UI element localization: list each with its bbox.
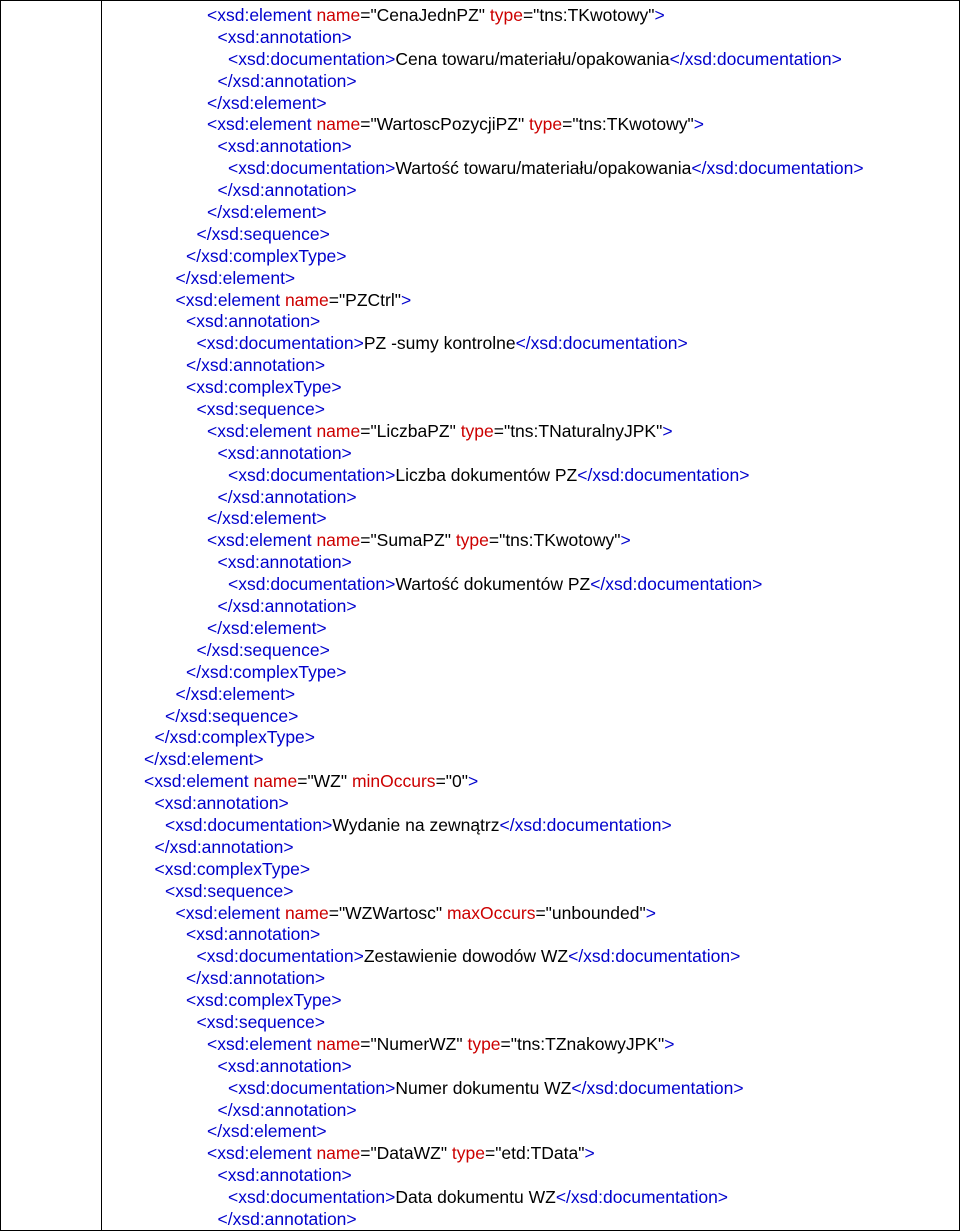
xml-text: Wartość dokumentów PZ [395,574,591,595]
xml-tag: </xsd:element> [144,749,264,770]
xml-text: ="etd:TData" [484,1143,585,1164]
code-line [102,202,959,224]
code-line [102,596,959,618]
xml-text: Wydanie na zewnątrz [332,814,500,835]
xml-tag: <xsd:sequence> [196,1011,325,1032]
xml-text: ="tns:TKwotowy" [522,5,655,25]
xml-tag: <xsd:annotation> [217,1055,352,1076]
xml-tag: > [467,771,479,792]
xml-tag: <xsd:annotation> [186,311,321,332]
xml-tag: </xsd:complexType> [186,245,347,266]
xml-tag: <xsd:annotation> [217,552,352,573]
code-line [102,443,959,465]
code-line [102,1143,959,1165]
code-line [102,465,959,487]
xml-text: ="unbounded" [535,902,646,923]
xml-tag: </xsd:sequence> [165,705,299,726]
xml-tag: </xsd:annotation> [186,355,326,376]
xml-tag: </xsd:documentation> [691,158,864,179]
code-line [102,290,959,312]
code-line [102,71,959,93]
xml-tag: </xsd:complexType> [154,727,315,748]
xml-tag: </xsd:annotation> [217,596,357,617]
xml-tag: <xsd:documentation> [228,1187,396,1208]
code-line [102,574,959,596]
xml-attribute: name [316,530,361,551]
xml-tag: </xsd:documentation> [669,48,842,69]
code-line [102,49,959,71]
xml-text: ="CenaJednPZ" [360,5,490,25]
code-line [102,793,959,815]
xml-tag: <xsd:element [175,902,285,923]
xml-tag: </xsd:documentation> [577,464,750,485]
xml-tag: </xsd:element> [207,617,327,638]
xml-tag: <xsd:annotation> [154,793,289,814]
xml-text: PZ -sumy kontrolne [363,333,516,354]
code-line [102,508,959,530]
xml-tag: <xsd:element [144,771,254,792]
xml-text: ="tns:TKwotowy" [488,530,621,551]
xml-text: ="PZCtrl" [328,289,401,310]
xml-attribute: type [529,114,563,135]
code-line [102,946,959,968]
xml-tag: </xsd:annotation> [217,1208,357,1229]
code-line [102,355,959,377]
xml-attribute: name [316,1033,361,1054]
xml-text: Liczba dokumentów PZ [395,464,578,485]
xml-text: ="tns:TNaturalnyJPK" [493,420,663,441]
code-line [102,136,959,158]
xml-text: ="tns:TKwotowy" [562,114,694,135]
code-line [102,727,959,749]
xml-attribute: type [467,1033,501,1054]
xml-tag: <xsd:sequence> [196,399,325,420]
xml-text: ="LiczbaPZ" [360,420,461,441]
code-line [102,771,959,793]
code-line [102,837,959,859]
xml-tag: </xsd:complexType> [186,661,347,682]
xml-tag: </xsd:element> [207,92,327,113]
xml-tag: <xsd:element [207,1143,317,1164]
code-line [102,1187,959,1209]
code-line [102,246,959,268]
xml-attribute: name [316,5,361,25]
xml-text: ="WZ" [297,771,352,792]
xml-text: Cena towaru/materiału/opakowania [395,48,670,69]
xml-text: ="WartoscPozycjiPZ" [360,114,530,135]
code-line [102,158,959,180]
code-line [102,924,959,946]
code-line [102,1078,959,1100]
xml-tag: > [654,5,665,25]
xml-tag: > [693,114,704,135]
code-line [102,640,959,662]
xml-tag: <xsd:complexType> [186,377,342,398]
xml-tag: > [645,902,656,923]
xml-tag: <xsd:documentation> [228,48,396,69]
code-line [102,421,959,443]
xml-tag: <xsd:annotation> [186,924,321,945]
code-line [102,990,959,1012]
code-line [102,1034,959,1056]
xml-attribute: type [455,530,489,551]
code-line [102,815,959,837]
xml-attribute: type [489,5,523,25]
xml-attribute: name [316,114,361,135]
left-column [1,1,102,1230]
xml-text: ="WZWartosc" [328,902,447,923]
code-line [102,684,959,706]
xml-tag: </xsd:element> [207,1121,327,1142]
xml-tag: </xsd:annotation> [154,836,294,857]
xsd-code-block [102,5,959,1231]
code-line [102,377,959,399]
xml-tag: > [662,420,673,441]
xml-tag: </xsd:documentation> [590,574,763,595]
code-line [102,399,959,421]
xml-tag: <xsd:documentation> [196,946,364,967]
code-line [102,1056,959,1078]
xml-tag: </xsd:documentation> [571,1077,744,1098]
xml-tag: <xsd:annotation> [217,136,352,157]
xml-text: Zestawienie dowodów WZ [363,946,569,967]
xml-tag: <xsd:sequence> [165,880,294,901]
xml-attribute: type [460,420,494,441]
xml-tag: <xsd:documentation> [228,1077,396,1098]
xml-tag: <xsd:element [207,114,317,135]
code-line [102,93,959,115]
code-line [102,333,959,355]
xml-text: ="SumaPZ" [360,530,456,551]
code-line [102,180,959,202]
code-line [102,749,959,771]
code-line [102,224,959,246]
xml-tag: <xsd:element [207,1033,317,1054]
xml-tag: </xsd:documentation> [499,814,672,835]
xml-tag: <xsd:annotation> [217,442,352,463]
xml-tag: > [664,1033,675,1054]
code-line [102,552,959,574]
xml-tag: <xsd:documentation> [228,574,396,595]
code-line [102,1100,959,1122]
xml-attribute: maxOccurs [446,902,536,923]
xml-tag: </xsd:annotation> [217,180,357,201]
xml-attribute: name [316,1143,361,1164]
xml-attribute: type [451,1143,485,1164]
xml-attribute: name [253,771,298,792]
code-line [102,487,959,509]
code-line [102,1121,959,1143]
xml-tag: <xsd:documentation> [228,158,396,179]
xml-tag: <xsd:element [175,289,285,310]
code-line [102,859,959,881]
xml-tag: </xsd:element> [175,267,296,288]
xml-tag: </xsd:annotation> [217,70,357,91]
code-line [102,1209,959,1231]
xml-text: ="DataWZ" [360,1143,452,1164]
code-line [102,530,959,552]
xml-tag: <xsd:element [207,5,317,25]
xml-text: Data dokumentu WZ [395,1187,556,1208]
xml-attribute: name [284,902,329,923]
xml-text: Numer dokumentu WZ [395,1077,572,1098]
xml-tag: <xsd:annotation> [217,26,352,47]
code-line [102,1012,959,1034]
code-line [102,114,959,136]
xml-tag: </xsd:sequence> [196,639,330,660]
code-line [102,27,959,49]
xml-attribute: name [284,289,329,310]
xml-tag: </xsd:sequence> [196,223,330,244]
xml-tag: <xsd:element [207,530,317,551]
xml-tag: </xsd:element> [207,202,327,223]
xml-tag: </xsd:element> [207,508,327,529]
code-line [102,268,959,290]
xml-tag: </xsd:documentation> [568,946,741,967]
xml-text: ="tns:TZnakowyJPK" [500,1033,665,1054]
xml-text: ="0" [435,771,468,792]
xml-tag: <xsd:complexType> [154,858,311,879]
code-line [102,706,959,728]
xml-tag: > [620,530,631,551]
xml-tag: > [400,289,412,310]
code-line [102,662,959,684]
xml-text: Wartość towaru/materiału/opakowania [395,158,692,179]
code-line [102,5,959,27]
xml-tag: </xsd:element> [175,683,296,704]
code-line [102,968,959,990]
xml-tag: <xsd:complexType> [186,990,342,1011]
xml-tag: </xsd:documentation> [555,1187,729,1208]
code-line [102,1165,959,1187]
xml-tag: </xsd:annotation> [217,1099,357,1120]
xml-tag: <xsd:documentation> [165,814,333,835]
xml-attribute: name [316,420,361,441]
xml-tag: </xsd:documentation> [515,333,688,354]
code-line [102,903,959,925]
xml-tag: <xsd:element [207,420,317,441]
code-line [102,881,959,903]
xml-tag: </xsd:annotation> [217,486,357,507]
code-line [102,618,959,640]
xml-tag: </xsd:annotation> [186,968,326,989]
xml-tag: <xsd:documentation> [228,464,396,485]
xml-tag: <xsd:documentation> [196,333,364,354]
xml-text: ="NumerWZ" [360,1033,468,1054]
code-line [102,311,959,333]
xml-attribute: minOccurs [351,771,436,792]
xml-tag: > [584,1143,595,1164]
xml-tag: <xsd:annotation> [217,1165,352,1186]
